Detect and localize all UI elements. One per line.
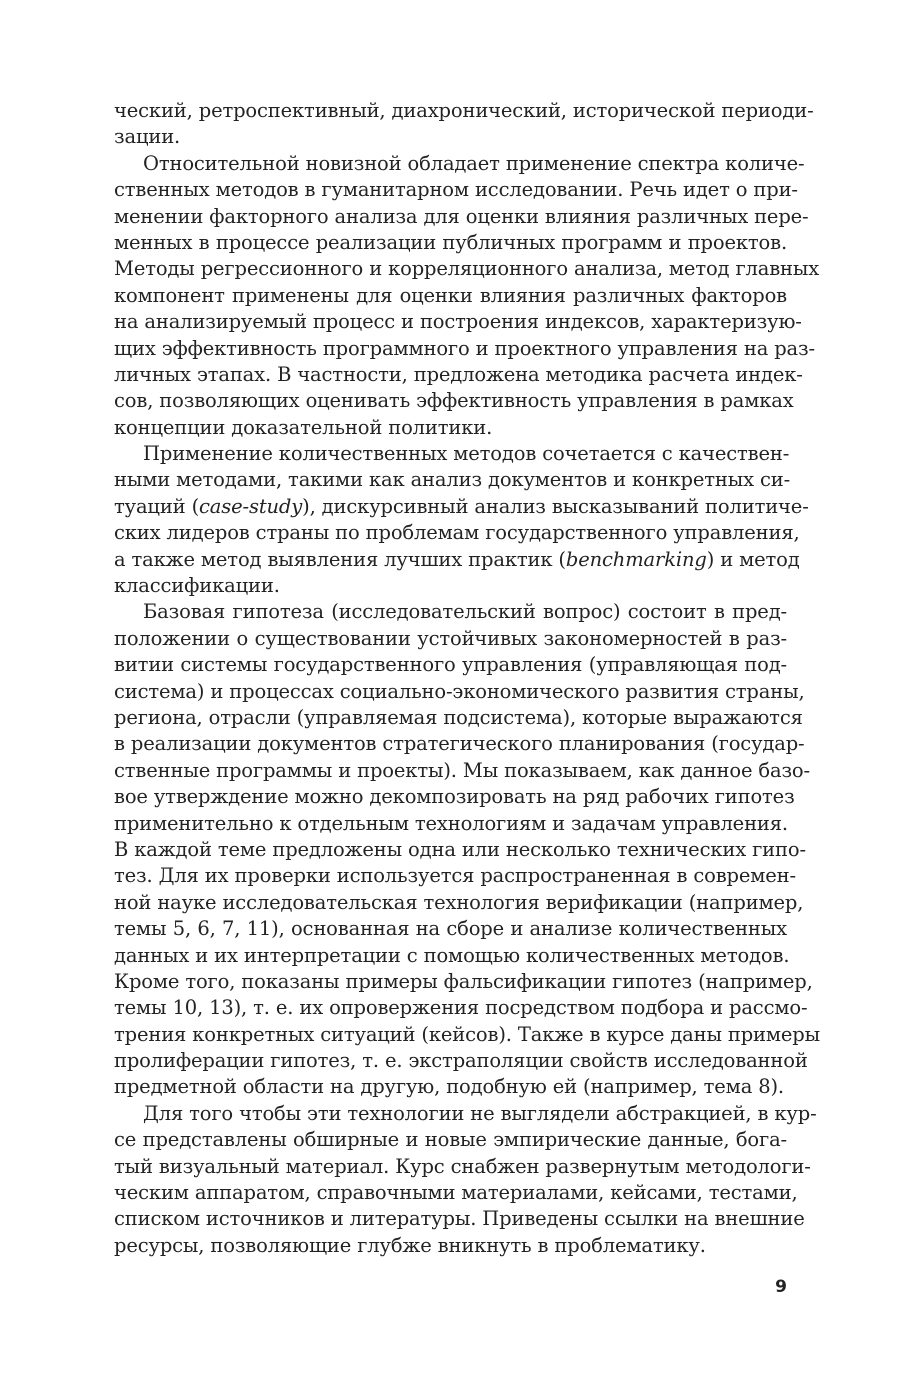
text-line: трения конкретных ситуаций (кейсов). Также в курсе даны примеры [114, 1022, 821, 1046]
text-line: В каждой теме предложены одна или несколько технических гипо- [114, 837, 806, 861]
page-number: 9 [775, 1277, 787, 1297]
text-line: темы 5, 6, 7, 11), основанная на сборе и анализе количественных [114, 917, 787, 941]
text-line: Базовая гипотеза (исследовательский вопрос) состоит в пред- [143, 600, 787, 624]
text-line: Относительной новизной обладает применение спектра количе- [143, 151, 805, 175]
text-line: данных и их интерпретации с помощью количественных методов. [114, 943, 790, 967]
text-line: ными методами, такими как анализ документов и конкретных си- [114, 468, 791, 492]
text-line: сов, позволяющих оценивать эффективность управления в рамках [114, 389, 794, 413]
text-line: личных этапах. В частности, предложена методика расчета индек- [114, 362, 803, 386]
text-line: щих эффективность программного и проектного управления на раз- [114, 336, 815, 360]
text-line: компонент применены для оценки влияния различных факторов [114, 283, 787, 307]
paragraph-5 [114, 1101, 817, 1259]
text-line: Для того чтобы эти технологии не выглядели абстракцией, в кур- [143, 1101, 817, 1125]
text-line: классификации. [114, 574, 280, 598]
text-line: ческим аппаратом, справочными материалами, кейсами, тестами, [114, 1181, 798, 1205]
text-line: в реализации документов стратегического планирования (государ- [114, 732, 805, 756]
text-line: положении о существовании устойчивых закономерностей в раз- [114, 626, 787, 650]
text-line: туаций (case-study), дискурсивный анализ высказываний политиче- [114, 494, 809, 518]
text-line: менении факторного анализа для оценки влияния различных пере- [114, 204, 809, 228]
text-line: на анализируемый процесс и построения индексов, характеризую- [114, 310, 802, 334]
text-line: региона, отрасли (управляемая подсистема), которые выражаются [114, 705, 803, 729]
text-line: ских лидеров страны по проблемам государственного управления, [114, 521, 800, 545]
paragraph-4 [114, 599, 821, 1100]
paragraph-1 [114, 98, 814, 151]
text-line: се представлены обширные и новые эмпирические данные, бога- [114, 1128, 787, 1152]
text-line: предметной области на другую, подобную ей (например, тема 8). [114, 1075, 784, 1099]
paragraph-2 [114, 151, 820, 441]
text-line: Методы регрессионного и корреляционного анализа, метод главных [114, 257, 820, 281]
text-line: ной науке исследовательская технология верификации (например, [114, 890, 804, 914]
text-line: Применение количественных методов сочетается с качествен- [143, 442, 790, 466]
text-line: система) и процессах социально-экономического развития страны, [114, 679, 805, 703]
text-line: ческий, ретроспективный, диахронический, исторической периоди- [114, 99, 814, 122]
italic-term: case-study [199, 494, 303, 518]
text-line: пролиферации гипотез, т. е. экстраполяции свойств исследованной [114, 1049, 808, 1073]
text-line: темы 10, 13), т. е. их опровержения посредством подбора и рассмо- [114, 996, 808, 1020]
text-line: зации. [114, 125, 181, 149]
text-line: ресурсы, позволяющие глубже вникнуть в проблематику. [114, 1233, 706, 1257]
text-line: витии системы государственного управления (управляющая под- [114, 653, 787, 677]
text-line: Кроме того, показаны примеры фальсификации гипотез (например, [114, 969, 813, 993]
page-body [114, 98, 821, 1259]
text-line: ственных методов в гуманитарном исследовании. Речь идет о при- [114, 178, 798, 202]
text-line: концепции доказательной политики. [114, 415, 493, 439]
text-line: ственные программы и проекты). Мы показываем, как данное базо- [114, 758, 810, 782]
text-line: применительно к отдельным технологиям и задачам управления. [114, 811, 788, 835]
text-line: списком источников и литературы. Приведены ссылки на внешние [114, 1207, 805, 1231]
text-line: тый визуальный материал. Курс снабжен развернутым методологи- [114, 1154, 811, 1178]
text-line: а также метод выявления лучших практик (benchmarking) и метод [114, 547, 800, 571]
text-line: тез. Для их проверки используется распространенная в современ- [114, 864, 796, 888]
italic-term: benchmarking [565, 547, 707, 571]
text-line: вое утверждение можно декомпозировать на ряд рабочих гипотез [114, 785, 795, 809]
paragraph-3 [114, 441, 809, 599]
text-line: менных в процессе реализации публичных программ и проектов. [114, 230, 787, 254]
